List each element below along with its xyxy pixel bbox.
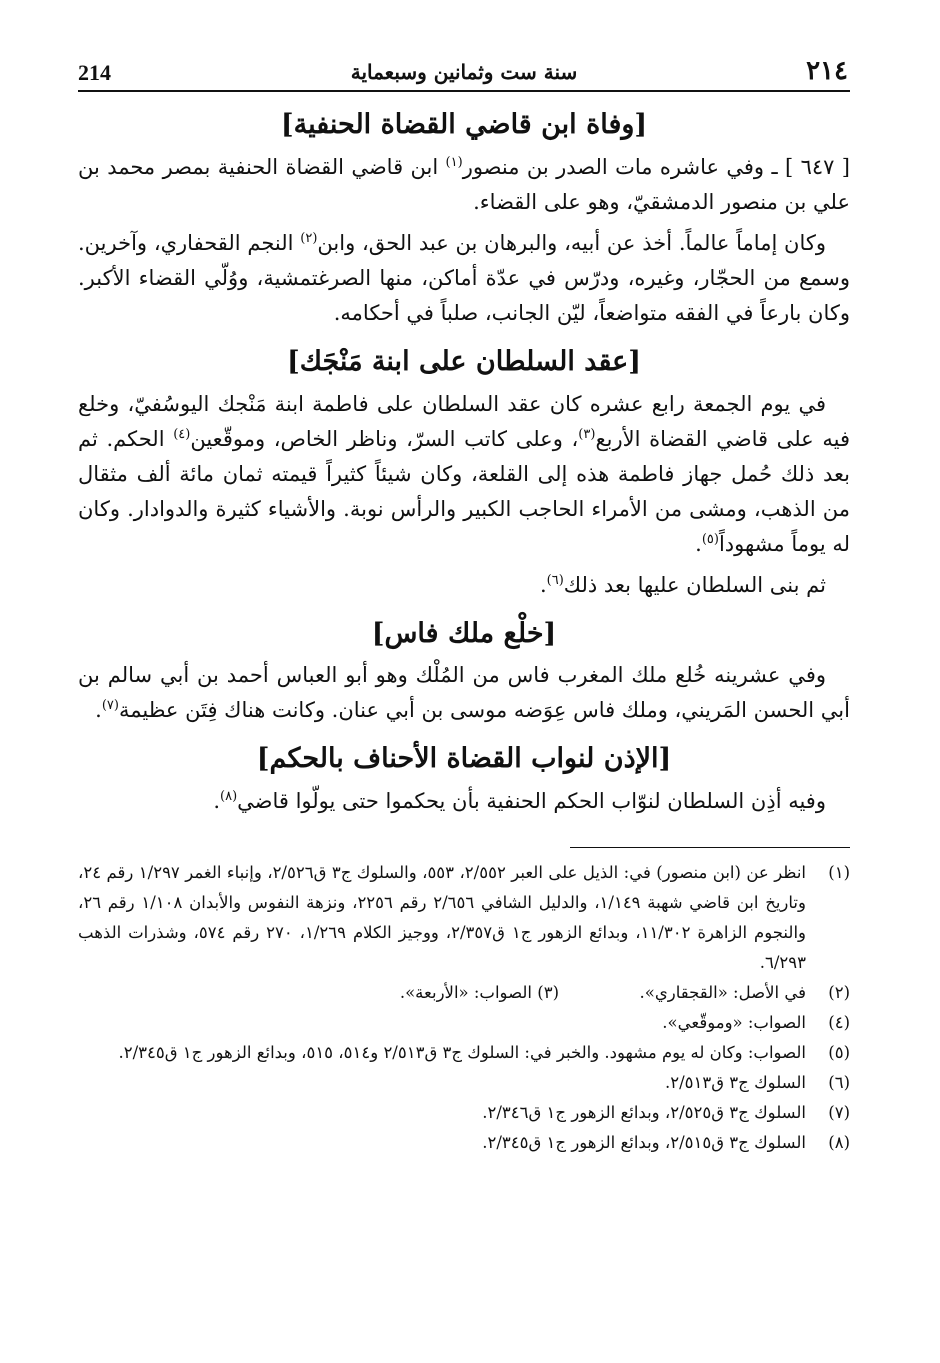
text-run: ثم بنى السلطان عليها بعد ذلك [563, 572, 826, 597]
text-run: . [695, 531, 702, 556]
running-header [78, 52, 850, 92]
paragraph [78, 568, 850, 603]
paragraph [78, 658, 850, 728]
section-heading: [الإذن لنواب القضاة الأحناف بالحكم] [256, 743, 672, 775]
text-run: الحكم. ثم بعد ذلك حُمل جهاز فاطمة هذه إلى القلعة، وكان شيئاً كثيراً قيمته ثمان مائة ألف مثقال من الذهب، ومشى من الأمراء الحاجب الكبير والرأس نوبة. والأشياء كثيرة والدوادار. وكان له يوماً مشهوداً [78, 426, 850, 556]
footnote-number: (٣) [537, 983, 559, 1002]
text-run: النجم القحفاري، وآخرين. وسمع من الحجّار، وغيره، ودرّس في عدّة أماكن، منها الصرغتمشية، ووُلّي القضاء الأكبر. وكان بارعاً في الفقه متواضعاً، ليّن الجانب، صلباً في أحكامه. [78, 230, 850, 325]
footnote-text: السلوك ج٣ ق٢/٥١٣. [664, 1073, 806, 1092]
footnote-divider [570, 847, 850, 848]
text-run: وفي عشرينه خُلع ملك المغرب فاس من المُلْك وهو أبو العباس أحمد بن أبي سالم بن أبي الحسن المَريني، وملك فاس عِوَضه موسى بن أبي عنان. وكانت هناك فِتَن عظيمة [78, 663, 850, 723]
text-run: [ ٦٤٧ ] ـ وفي عاشره مات الصدر بن منصور [462, 154, 851, 179]
text-run: في يوم الجمعة رابع عشره كان عقد السلطان على فاطمة ابنة مَنْجك اليوسُفيّ، وخلع فيه على قاضي القضاة الأربع [78, 391, 850, 451]
text-run: وكان إماماً عالماً. أخذ عن أبيه، والبرهان بن عبد الحق، وابن [317, 230, 827, 255]
section-heading: [عقد السلطان على ابنة مَنْجَك] [286, 345, 642, 377]
footnote [78, 1098, 850, 1128]
section-death-notice [78, 108, 850, 331]
footnote-number: (٧) [828, 1103, 850, 1122]
footnote-ref[interactable]: (٢) [300, 230, 318, 246]
footnote-number: (٤) [828, 1013, 850, 1032]
footnote-text: الصواب: «الأربعة». [399, 983, 532, 1002]
section-hanafi-deputies [78, 742, 850, 819]
footnote-text: الصواب: «وموقّعي». [662, 1013, 806, 1032]
footnote [78, 1128, 850, 1158]
text-run: وفيه أذِن السلطان لنوّاب الحكم الحنفية بأن يحكموا حتى يولّوا قاضي [237, 789, 826, 813]
paragraph [78, 387, 850, 562]
page-number-latin: 214 [78, 60, 111, 85]
footnotes-list [78, 858, 850, 1158]
footnote [78, 858, 850, 978]
footnote-text: انظر عن (ابن منصور) في: الذيل على العبر ٢/٥٥٢، ٥٥٣، والسلوك ج٣ ق٢/٥٢٦، وإنباء الغمر ١/٢٩٧ رقم ٢٤، وتاريخ ابن قاضي شهبة ١/١٤٩، والدليل الشافي ٢/٦٥٦ رقم ٢٢٥٦، ونزهة النفوس والأبدان ١/١٠٨ رقم ٢٦، والنجوم الزاهرة ١١/٣٠٢، وبدائع الزهور ج١ ق٢/٣٥٧، ووجيز الكلام ١/٢٦٩، ٢٧٠ رقم ٥٧٤، وشذرات الذهب ٦/٢٩٣. [78, 863, 807, 972]
section-heading: [خلْع ملك فاس] [371, 617, 557, 649]
text-run: . [539, 572, 547, 597]
footnote-ref[interactable]: (٨) [220, 789, 238, 804]
page-number-arabic: ٢١٤ [806, 56, 848, 86]
footnote-ref[interactable]: (٣) [578, 426, 596, 442]
footnote [78, 1008, 850, 1038]
footnote-text: في الأصل: «القجقاري». [639, 983, 806, 1002]
footnote-ref[interactable]: (٦) [546, 572, 564, 588]
footnote [78, 1038, 850, 1068]
footnote-pair-row [78, 978, 806, 1008]
text-run: ، وعلى كاتب السرّ، وناظر الخاص، وموقّعين [190, 426, 579, 451]
text-run: . [95, 698, 102, 723]
section-fez-king [78, 617, 850, 729]
section-sultan-marriage [78, 345, 850, 603]
footnote-ref[interactable]: (٤) [173, 426, 191, 442]
footnote-pair [78, 978, 850, 1008]
footnote-text: السلوك ج٣ ق٢/٥٢٥، وبدائع الزهور ج١ ق٢/٣٤٦. [482, 1103, 806, 1122]
footnote-number: (٢) [828, 983, 850, 1002]
text-run: ابن قاضي القضاة الحنفية بمصر محمد بن علي بن منصور الدمشقيّ، وهو على القضاء. [78, 154, 850, 214]
footnote-number: (٨) [828, 1133, 850, 1152]
footnote-text: الصواب: وكان له يوم مشهود. والخبر في: السلوك ج٣ ق٢/٥١٣ و٥١٤، ٥١٥، وبدائع الزهور ج١ ق٢/٣٤٥. [118, 1043, 806, 1062]
footnote-ref[interactable]: (٧) [101, 698, 119, 714]
paragraph [78, 226, 850, 331]
footnote-ref[interactable]: (١) [445, 154, 463, 170]
footnote-number: (١) [828, 863, 850, 882]
footnote-number: (٦) [828, 1073, 850, 1092]
section-heading: [وفاة ابن قاضي القضاة الحنفية] [280, 109, 648, 140]
running-title: سنة ست وثمانين وسبعماية [350, 60, 578, 84]
text-run: . [213, 789, 220, 813]
paragraph [78, 150, 850, 220]
footnote-text: السلوك ج٣ ق٢/٥١٥، وبدائع الزهور ج١ ق٢/٣٤٥. [482, 1133, 806, 1152]
footnote-ref[interactable]: (٥) [701, 531, 719, 547]
footnote-number: (٥) [828, 1043, 850, 1062]
paragraph [78, 784, 850, 819]
footnote [78, 1068, 850, 1098]
page [78, 52, 850, 1158]
